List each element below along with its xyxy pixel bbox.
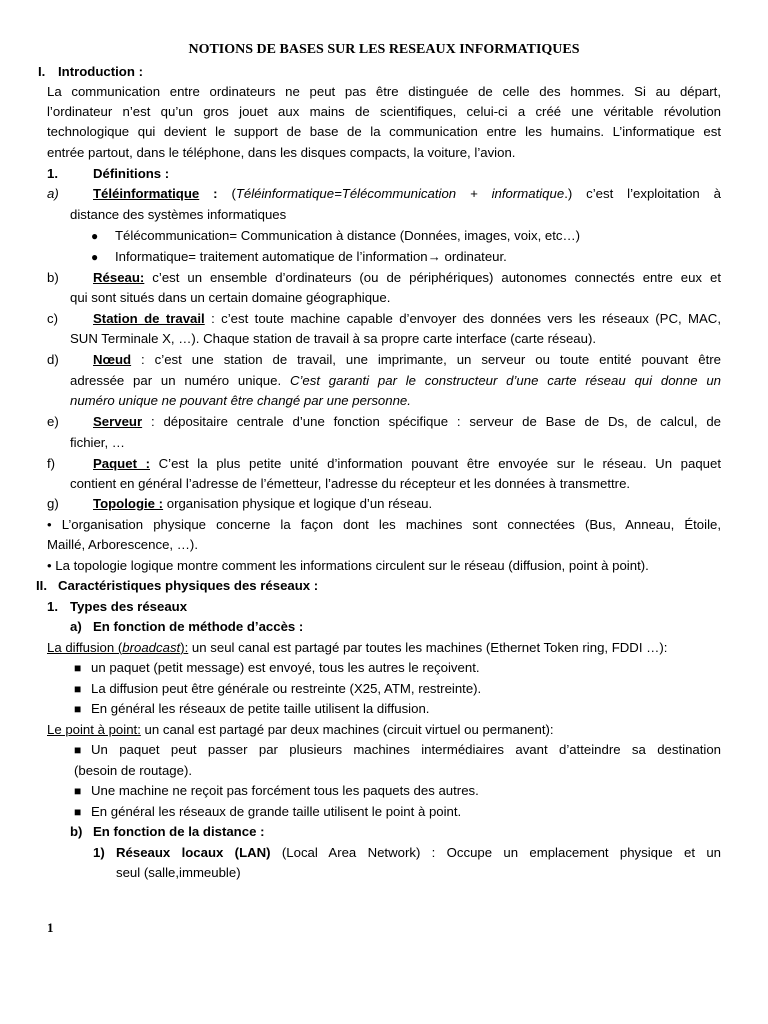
term-paquet: Paquet : bbox=[93, 456, 150, 471]
definition-d-letter: d) bbox=[47, 352, 59, 367]
definitions-heading: Définitions : bbox=[93, 166, 170, 181]
logical-topology-line: • La topologie logique montre comment les informations circulent sur le réseau (diffusion, point à point). bbox=[47, 558, 649, 573]
term-topologie: Topologie : bbox=[93, 496, 164, 511]
diffusion-line: La diffusion (broadcast): un seul canal est partagé par toutes les machines (Ethernet Token ring, FDDI …): bbox=[47, 640, 668, 655]
term-station-de-travail: Station de travail bbox=[93, 311, 205, 326]
document-title: NOTIONS DE BASES SUR LES RESEAUX INFORMATIQUES bbox=[188, 42, 580, 57]
square-bullet-icon: ■ bbox=[74, 784, 82, 798]
lan-heading: Réseaux locaux (LAN) bbox=[116, 845, 271, 860]
intro-line-2: l’ordinateur n’est qu’un gros jouet aux mains de scientifiques, celui-ci a créé une véritable révolution bbox=[47, 104, 721, 119]
term-noeud: Nœud bbox=[93, 352, 132, 367]
bullet-informatique: Informatique= traitement automatique de l’information→ ordinateur. bbox=[115, 249, 507, 264]
section-2-number: II. bbox=[36, 578, 47, 593]
definition-f-continuation: contient en général l’adresse de l’émetteur, l’adresse du récepteur et les données à transmettre. bbox=[70, 476, 631, 491]
diffusion-bullet-2: La diffusion peut être générale ou restreinte (X25, ATM, restreinte). bbox=[91, 681, 482, 696]
term-teleinformatique: Téléinformatique bbox=[93, 186, 200, 201]
square-bullet-icon: ■ bbox=[74, 661, 82, 675]
definition-c-line: Station de travail : c’est toute machine capable d’envoyer des données vers les réseaux (PC, MAC, bbox=[93, 311, 721, 326]
square-bullet-icon: ■ bbox=[74, 682, 82, 696]
diffusion-bullet-1: un paquet (petit message) est envoyé, tous les autres le reçoivent. bbox=[91, 660, 480, 675]
square-bullet-icon: ■ bbox=[74, 805, 82, 819]
definition-c-letter: c) bbox=[47, 311, 58, 326]
definition-b-line: Réseau: c’est un ensemble d’ordinateurs (ou de périphériques) autonomes connectés entre eux et bbox=[93, 270, 721, 285]
intro-line-3: technologique qui devient le support de base de la communication entre les humains. L’informatique est bbox=[47, 124, 721, 139]
bullet-telecommunication: Télécommunication= Communication à distance (Données, images, voix, etc…) bbox=[115, 228, 581, 243]
point-to-point-bullet-3: En général les réseaux de grande taille utilisent le point à point. bbox=[91, 804, 462, 819]
definition-b-continuation: qui sont situés dans un certain domaine géographique. bbox=[70, 290, 391, 305]
term-reseau: Réseau: bbox=[93, 270, 145, 285]
definitions-number: 1. bbox=[47, 166, 58, 181]
point-to-point-line: Le point à point: un canal est partagé par deux machines (circuit virtuel ou permanent): bbox=[47, 722, 554, 737]
definition-f-line: Paquet : C’est la plus petite unité d’information pouvant être envoyée sur le réseau. Un paquet bbox=[93, 456, 721, 471]
definition-d-line: Nœud : c’est une station de travail, une imprimante, un serveur ou toute entité pouvant être bbox=[93, 352, 721, 367]
definition-f-letter: f) bbox=[47, 456, 56, 471]
section-1-heading: Introduction : bbox=[58, 64, 143, 79]
lan-number: 1) bbox=[93, 845, 105, 860]
definition-d-continuation-2: numéro unique ne pouvant être changé par une personne. bbox=[70, 393, 411, 408]
definition-g-line: Topologie : organisation physique et logique d’un réseau. bbox=[93, 496, 433, 511]
definition-a-continuation: distance des systèmes informatiques bbox=[70, 207, 287, 222]
section-1-number: I. bbox=[38, 64, 46, 79]
definition-b-letter: b) bbox=[47, 270, 59, 285]
distance-heading: En fonction de la distance : bbox=[93, 824, 265, 839]
page-number: 1 bbox=[47, 920, 54, 935]
definition-d-continuation: adressée par un numéro unique. C’est garanti par le constructeur d’une carte réseau qui donne un bbox=[70, 373, 721, 388]
term-serveur: Serveur bbox=[93, 414, 143, 429]
access-method-heading: En fonction de méthode d’accès : bbox=[93, 619, 304, 634]
square-bullet-icon: ■ bbox=[74, 702, 82, 716]
definition-a-line: Téléinformatique : (Téléinformatique=Télécommunication + informatique.) c’est l’exploitation à bbox=[93, 186, 721, 201]
definition-e-letter: e) bbox=[47, 414, 59, 429]
section-2-heading: Caractéristiques physiques des réseaux : bbox=[58, 578, 319, 593]
diffusion-bullet-3: En général les réseaux de petite taille utilisent la diffusion. bbox=[91, 701, 430, 716]
arrow-right-icon: → bbox=[427, 249, 441, 264]
definition-e-line: Serveur : dépositaire centrale d’une fonction spécifique : serveur de Base de Ds, de calcul, de bbox=[93, 414, 721, 429]
square-bullet-icon: ■ bbox=[74, 743, 82, 757]
definition-e-continuation: fichier, … bbox=[70, 435, 125, 450]
bullet-dot-icon: ● bbox=[91, 250, 99, 264]
intro-line-4: entrée partout, dans le téléphone, dans les disques compacts, la voiture, l’avion. bbox=[47, 145, 516, 160]
physical-organisation-line-2: Maillé, Arborescence, …). bbox=[47, 537, 198, 552]
types-number: 1. bbox=[47, 599, 58, 614]
point-to-point-bullet-2: Une machine ne reçoit pas forcément tous les paquets des autres. bbox=[91, 783, 479, 798]
definition-g-letter: g) bbox=[47, 496, 59, 511]
lan-continuation: seul (salle,immeuble) bbox=[116, 865, 241, 880]
definition-c-continuation: SUN Terminale X, …). Chaque station de travail à sa propre carte interface (carte réseau). bbox=[70, 331, 597, 346]
point-to-point-bullet-1: Un paquet peut passer par plusieurs machines intermédiaires avant d’atteindre sa destination bbox=[91, 742, 721, 757]
distance-letter: b) bbox=[70, 824, 83, 839]
point-to-point-bullet-1-continuation: (besoin de routage). bbox=[74, 763, 193, 778]
access-method-letter: a) bbox=[70, 619, 82, 634]
lan-line: Réseaux locaux (LAN) (Local Area Network) : Occupe un emplacement physique et un bbox=[116, 845, 721, 860]
types-heading: Types des réseaux bbox=[70, 599, 188, 614]
bullet-dot-icon: ● bbox=[91, 229, 99, 243]
definition-a-letter: a) bbox=[47, 186, 59, 201]
intro-line-1: La communication entre ordinateurs ne peut pas être distinguée de celle des hommes. Si au départ, bbox=[47, 84, 721, 99]
physical-organisation-line-1: • L’organisation physique concerne la façon dont les machines sont connectées (Bus, Anneau, Étoile, bbox=[47, 517, 721, 532]
